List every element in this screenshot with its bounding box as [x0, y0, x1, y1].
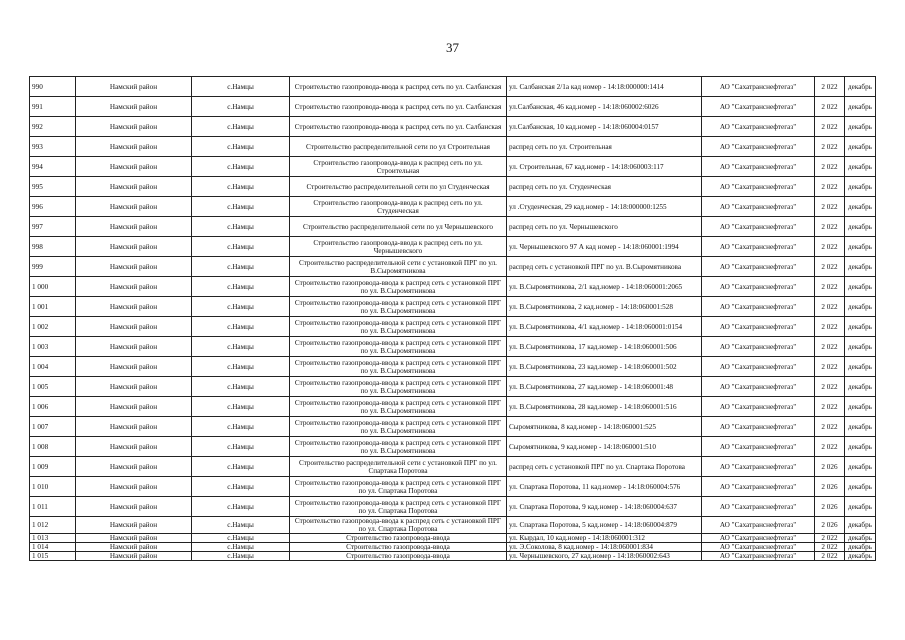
row-number-cell: 997 [30, 217, 76, 237]
table-body [30, 77, 876, 561]
work-description-cell: Строительство газопровода-ввода к распред сеть с установкой ПРГ по ул. В.Сыромятникова [290, 377, 507, 397]
row-number-cell: 993 [30, 137, 76, 157]
work-description-cell: Строительство газопровода-ввода к распред сеть с установкой ПРГ по ул. В.Сыромятникова [290, 437, 507, 457]
year-cell: 2 026 [815, 497, 845, 517]
district-cell: Намский район [76, 277, 192, 297]
settlement-cell: с.Намцы [192, 77, 290, 97]
table-row [30, 257, 876, 277]
district-cell: Намский район [76, 517, 192, 534]
work-description-cell: Строительство газопровода-ввода к распред сеть с установкой ПРГ по ул. В.Сыромятникова [290, 337, 507, 357]
district-cell: Намский район [76, 197, 192, 217]
month-cell: декабрь [845, 517, 876, 534]
year-cell: 2 026 [815, 457, 845, 477]
settlement-cell: с.Намцы [192, 543, 290, 552]
settlement-cell: с.Намцы [192, 177, 290, 197]
district-cell: Намский район [76, 397, 192, 417]
work-description-cell: Строительство распределительной сети с установкой ПРГ по ул. В.Сыромятникова [290, 257, 507, 277]
work-description-cell: Строительство газопровода-ввода к распред сеть по ул. Салбанская [290, 77, 507, 97]
address-cadastral-cell: ул. В.Сыромятникова, 27 кад.номер - 14:18:060001:48 [507, 377, 702, 397]
contractor-cell: АО "Сахатранснефтегаз" [702, 117, 815, 137]
district-cell: Намский район [76, 357, 192, 377]
month-cell: декабрь [845, 97, 876, 117]
year-cell: 2 022 [815, 337, 845, 357]
address-cadastral-cell: ул.Салбанская, 10 кад.номер - 14:18:060004:0157 [507, 117, 702, 137]
district-cell: Намский район [76, 543, 192, 552]
contractor-cell: АО "Сахатранснефтегаз" [702, 137, 815, 157]
work-description-cell: Строительство газопровода-ввода к распред сеть с установкой ПРГ по ул. В.Сыромятникова [290, 317, 507, 337]
row-number-cell: 1 007 [30, 417, 76, 437]
row-number-cell: 1 006 [30, 397, 76, 417]
district-cell: Намский район [76, 534, 192, 543]
contractor-cell: АО "Сахатранснефтегаз" [702, 552, 815, 561]
gas-pipeline-table [29, 76, 876, 561]
month-cell: декабрь [845, 437, 876, 457]
year-cell: 2 026 [815, 517, 845, 534]
year-cell: 2 022 [815, 534, 845, 543]
row-number-cell: 996 [30, 197, 76, 217]
contractor-cell: АО "Сахатранснефтегаз" [702, 377, 815, 397]
address-cadastral-cell: распред сеть по ул. Чернышевского [507, 217, 702, 237]
district-cell: Намский район [76, 552, 192, 561]
settlement-cell: с.Намцы [192, 217, 290, 237]
contractor-cell: АО "Сахатранснефтегаз" [702, 317, 815, 337]
work-description-cell: Строительство газопровода-ввода к распред сеть с установкой ПРГ по ул. В.Сыромятникова [290, 297, 507, 317]
row-number-cell: 1 004 [30, 357, 76, 377]
address-cadastral-cell: распред сеть по ул. Строительная [507, 137, 702, 157]
table-row [30, 437, 876, 457]
contractor-cell: АО "Сахатранснефтегаз" [702, 337, 815, 357]
table-row [30, 197, 876, 217]
month-cell: декабрь [845, 337, 876, 357]
year-cell: 2 022 [815, 237, 845, 257]
table-row [30, 97, 876, 117]
work-description-cell: Строительство газопровода-ввода к распред сеть по ул. Студенческая [290, 197, 507, 217]
district-cell: Намский район [76, 137, 192, 157]
contractor-cell: АО "Сахатранснефтегаз" [702, 97, 815, 117]
contractor-cell: АО "Сахатранснефтегаз" [702, 517, 815, 534]
month-cell: декабрь [845, 217, 876, 237]
contractor-cell: АО "Сахатранснефтегаз" [702, 457, 815, 477]
settlement-cell: с.Намцы [192, 257, 290, 277]
table-row [30, 497, 876, 517]
district-cell: Намский район [76, 177, 192, 197]
district-cell: Намский район [76, 157, 192, 177]
contractor-cell: АО "Сахатранснефтегаз" [702, 497, 815, 517]
work-description-cell: Строительство газопровода-ввода к распред сеть с установкой ПРГ по ул. Спартака Поротова [290, 517, 507, 534]
settlement-cell: с.Намцы [192, 357, 290, 377]
work-description-cell: Строительство распределительной сети по ул Чернышевского [290, 217, 507, 237]
row-number-cell: 1 009 [30, 457, 76, 477]
settlement-cell: с.Намцы [192, 137, 290, 157]
settlement-cell: с.Намцы [192, 157, 290, 177]
row-number-cell: 992 [30, 117, 76, 137]
district-cell: Намский район [76, 477, 192, 497]
row-number-cell: 995 [30, 177, 76, 197]
year-cell: 2 022 [815, 137, 845, 157]
row-number-cell: 1 001 [30, 297, 76, 317]
contractor-cell: АО "Сахатранснефтегаз" [702, 397, 815, 417]
district-cell: Намский район [76, 417, 192, 437]
settlement-cell: с.Намцы [192, 552, 290, 561]
address-cadastral-cell: ул. Э.Соколова, 8 кад.номер - 14:18:060001:834 [507, 543, 702, 552]
settlement-cell: с.Намцы [192, 534, 290, 543]
district-cell: Намский район [76, 237, 192, 257]
address-cadastral-cell: ул. В.Сыромятникова, 2 кад.номер - 14:18:060001:528 [507, 297, 702, 317]
year-cell: 2 022 [815, 417, 845, 437]
year-cell: 2 022 [815, 277, 845, 297]
contractor-cell: АО "Сахатранснефтегаз" [702, 217, 815, 237]
table-row [30, 357, 876, 377]
settlement-cell: с.Намцы [192, 297, 290, 317]
month-cell: декабрь [845, 257, 876, 277]
table-row [30, 552, 876, 561]
row-number-cell: 1 012 [30, 517, 76, 534]
month-cell: декабрь [845, 157, 876, 177]
year-cell: 2 022 [815, 297, 845, 317]
work-description-cell: Строительство газопровода-ввода [290, 543, 507, 552]
year-cell: 2 022 [815, 357, 845, 377]
month-cell: декабрь [845, 552, 876, 561]
row-number-cell: 1 002 [30, 317, 76, 337]
page-number: 37 [446, 40, 459, 55]
address-cadastral-cell: распред сеть по ул. Студенческая [507, 177, 702, 197]
district-cell: Намский район [76, 257, 192, 277]
contractor-cell: АО "Сахатранснефтегаз" [702, 543, 815, 552]
month-cell: декабрь [845, 477, 876, 497]
table-row [30, 517, 876, 534]
work-description-cell: Строительство газопровода-ввода к распред сеть с установкой ПРГ по ул. В.Сыромятникова [290, 397, 507, 417]
table-row [30, 157, 876, 177]
settlement-cell: с.Намцы [192, 477, 290, 497]
year-cell: 2 022 [815, 397, 845, 417]
row-number-cell: 999 [30, 257, 76, 277]
row-number-cell: 1 005 [30, 377, 76, 397]
work-description-cell: Строительство газопровода-ввода к распред сеть по ул. Строительная [290, 157, 507, 177]
address-cadastral-cell: распред сеть с установкой ПРГ по ул. Спартака Поротова [507, 457, 702, 477]
month-cell: декабрь [845, 497, 876, 517]
address-cadastral-cell: распред сеть с установкой ПРГ по ул. В.Сыромятникова [507, 257, 702, 277]
work-description-cell: Строительство газопровода-ввода к распред сеть по ул. Чернышевского [290, 237, 507, 257]
row-number-cell: 991 [30, 97, 76, 117]
table-row [30, 534, 876, 543]
month-cell: декабрь [845, 117, 876, 137]
district-cell: Намский район [76, 77, 192, 97]
month-cell: декабрь [845, 357, 876, 377]
table-row [30, 477, 876, 497]
contractor-cell: АО "Сахатранснефтегаз" [702, 177, 815, 197]
contractor-cell: АО "Сахатранснефтегаз" [702, 437, 815, 457]
district-cell: Намский район [76, 117, 192, 137]
settlement-cell: с.Намцы [192, 397, 290, 417]
table-row [30, 317, 876, 337]
contractor-cell: АО "Сахатранснефтегаз" [702, 237, 815, 257]
table-row [30, 417, 876, 437]
month-cell: декабрь [845, 543, 876, 552]
month-cell: декабрь [845, 297, 876, 317]
contractor-cell: АО "Сахатранснефтегаз" [702, 197, 815, 217]
month-cell: декабрь [845, 237, 876, 257]
settlement-cell: с.Намцы [192, 317, 290, 337]
table-row [30, 237, 876, 257]
work-description-cell: Строительство газопровода-ввода к распред сеть с установкой ПРГ по ул. В.Сыромятникова [290, 357, 507, 377]
district-cell: Намский район [76, 437, 192, 457]
address-cadastral-cell: ул. Строительная, 67 кад.номер - 14:18:060003:117 [507, 157, 702, 177]
year-cell: 2 022 [815, 437, 845, 457]
year-cell: 2 022 [815, 217, 845, 237]
address-cadastral-cell: ул. В.Сыромятникова, 2/1 кад.номер - 14:18:060001:2065 [507, 277, 702, 297]
work-description-cell: Строительство газопровода-ввода к распред сеть с установкой ПРГ по ул. В.Сыромятникова [290, 417, 507, 437]
table-row [30, 77, 876, 97]
year-cell: 2 022 [815, 257, 845, 277]
row-number-cell: 990 [30, 77, 76, 97]
table-row [30, 377, 876, 397]
district-cell: Намский район [76, 377, 192, 397]
table-row [30, 457, 876, 477]
address-cadastral-cell: ул .Студенческая, 29 кад.номер - 14:18:000000:1255 [507, 197, 702, 217]
settlement-cell: с.Намцы [192, 197, 290, 217]
contractor-cell: АО "Сахатранснефтегаз" [702, 477, 815, 497]
row-number-cell: 1 011 [30, 497, 76, 517]
year-cell: 2 022 [815, 97, 845, 117]
contractor-cell: АО "Сахатранснефтегаз" [702, 297, 815, 317]
address-cadastral-cell: ул. В.Сыромятникова, 28 кад.номер - 14:18:060001:516 [507, 397, 702, 417]
table-row [30, 543, 876, 552]
month-cell: декабрь [845, 197, 876, 217]
settlement-cell: с.Намцы [192, 277, 290, 297]
month-cell: декабрь [845, 277, 876, 297]
row-number-cell: 1 015 [30, 552, 76, 561]
settlement-cell: с.Намцы [192, 517, 290, 534]
settlement-cell: с.Намцы [192, 417, 290, 437]
contractor-cell: АО "Сахатранснефтегаз" [702, 77, 815, 97]
row-number-cell: 994 [30, 157, 76, 177]
year-cell: 2 022 [815, 377, 845, 397]
row-number-cell: 1 014 [30, 543, 76, 552]
settlement-cell: с.Намцы [192, 437, 290, 457]
row-number-cell: 1 000 [30, 277, 76, 297]
settlement-cell: с.Намцы [192, 97, 290, 117]
address-cadastral-cell: Сыромятникова, 8 кад.номер - 14:18:060001:525 [507, 417, 702, 437]
work-description-cell: Строительство распределительной сети по ул Строительная [290, 137, 507, 157]
row-number-cell: 1 003 [30, 337, 76, 357]
settlement-cell: с.Намцы [192, 117, 290, 137]
month-cell: декабрь [845, 77, 876, 97]
work-description-cell: Строительство газопровода-ввода [290, 552, 507, 561]
address-cadastral-cell: ул. Чернышевского, 27 кад.номер - 14:18:060002:643 [507, 552, 702, 561]
address-cadastral-cell: ул. Салбанская 2/1а кад номер - 14:18:000000:1414 [507, 77, 702, 97]
settlement-cell: с.Намцы [192, 497, 290, 517]
month-cell: декабрь [845, 137, 876, 157]
month-cell: декабрь [845, 397, 876, 417]
year-cell: 2 022 [815, 157, 845, 177]
month-cell: декабрь [845, 317, 876, 337]
year-cell: 2 022 [815, 552, 845, 561]
district-cell: Намский район [76, 317, 192, 337]
work-description-cell: Строительство распределительной сети по ул Студенческая [290, 177, 507, 197]
table-row [30, 337, 876, 357]
address-cadastral-cell: ул. В.Сыромятникова, 23 кад.номер - 14:18:060001:502 [507, 357, 702, 377]
contractor-cell: АО "Сахатранснефтегаз" [702, 257, 815, 277]
year-cell: 2 022 [815, 117, 845, 137]
district-cell: Намский район [76, 97, 192, 117]
month-cell: декабрь [845, 457, 876, 477]
district-cell: Намский район [76, 457, 192, 477]
contractor-cell: АО "Сахатранснефтегаз" [702, 417, 815, 437]
address-cadastral-cell: ул. В.Сыромятникова, 4/1 кад.номер - 14:18:060001:0154 [507, 317, 702, 337]
contractor-cell: АО "Сахатранснефтегаз" [702, 357, 815, 377]
district-cell: Намский район [76, 337, 192, 357]
year-cell: 2 022 [815, 77, 845, 97]
contractor-cell: АО "Сахатранснефтегаз" [702, 534, 815, 543]
table-row [30, 397, 876, 417]
contractor-cell: АО "Сахатранснефтегаз" [702, 157, 815, 177]
settlement-cell: с.Намцы [192, 457, 290, 477]
address-cadastral-cell: ул. Спартака Поротова, 11 кад.номер - 14:18:060004:576 [507, 477, 702, 497]
contractor-cell: АО "Сахатранснефтегаз" [702, 277, 815, 297]
year-cell: 2 022 [815, 317, 845, 337]
work-description-cell: Строительство газопровода-ввода к распред сеть по ул. Салбанская [290, 117, 507, 137]
address-cadastral-cell: ул. Спартака Поротова, 9 кад.номер - 14:18:060004:637 [507, 497, 702, 517]
work-description-cell: Строительство газопровода-ввода [290, 534, 507, 543]
table-row [30, 117, 876, 137]
year-cell: 2 022 [815, 197, 845, 217]
address-cadastral-cell: ул. В.Сыромятникова, 17 кад.номер - 14:18:060001:506 [507, 337, 702, 357]
address-cadastral-cell: ул. Кырдал, 10 кад.номер - 14:18:060001:312 [507, 534, 702, 543]
work-description-cell: Строительство газопровода-ввода к распред сеть по ул. Салбанская [290, 97, 507, 117]
settlement-cell: с.Намцы [192, 377, 290, 397]
address-cadastral-cell: Сыромятникова, 9 кад.номер - 14:18:060001:510 [507, 437, 702, 457]
month-cell: декабрь [845, 417, 876, 437]
address-cadastral-cell: ул. Чернышевского 97 А кад номер - 14:18:060001:1994 [507, 237, 702, 257]
address-cadastral-cell: ул. Спартака Поротова, 5 кад.номер - 14:18:060004:879 [507, 517, 702, 534]
work-description-cell: Строительство распределительной сети с установкой ПРГ по ул. Спартака Поротова [290, 457, 507, 477]
settlement-cell: с.Намцы [192, 337, 290, 357]
address-cadastral-cell: ул.Салбанская, 46 кад.номер - 14:18:060002:6026 [507, 97, 702, 117]
year-cell: 2 026 [815, 477, 845, 497]
work-description-cell: Строительство газопровода-ввода к распред сеть с установкой ПРГ по ул. В.Сыромятникова [290, 277, 507, 297]
table-row [30, 217, 876, 237]
work-description-cell: Строительство газопровода-ввода к распред сеть с установкой ПРГ по ул. Спартака Поротова [290, 497, 507, 517]
month-cell: декабрь [845, 377, 876, 397]
row-number-cell: 1 010 [30, 477, 76, 497]
table-row [30, 297, 876, 317]
work-description-cell: Строительство газопровода-ввода к распред сеть с установкой ПРГ по ул. Спартака Поротова [290, 477, 507, 497]
table-row [30, 137, 876, 157]
district-cell: Намский район [76, 297, 192, 317]
district-cell: Намский район [76, 497, 192, 517]
month-cell: декабрь [845, 177, 876, 197]
table-row [30, 177, 876, 197]
row-number-cell: 1 013 [30, 534, 76, 543]
row-number-cell: 998 [30, 237, 76, 257]
district-cell: Намский район [76, 217, 192, 237]
year-cell: 2 022 [815, 543, 845, 552]
row-number-cell: 1 008 [30, 437, 76, 457]
table-row [30, 277, 876, 297]
month-cell: декабрь [845, 534, 876, 543]
settlement-cell: с.Намцы [192, 237, 290, 257]
year-cell: 2 022 [815, 177, 845, 197]
